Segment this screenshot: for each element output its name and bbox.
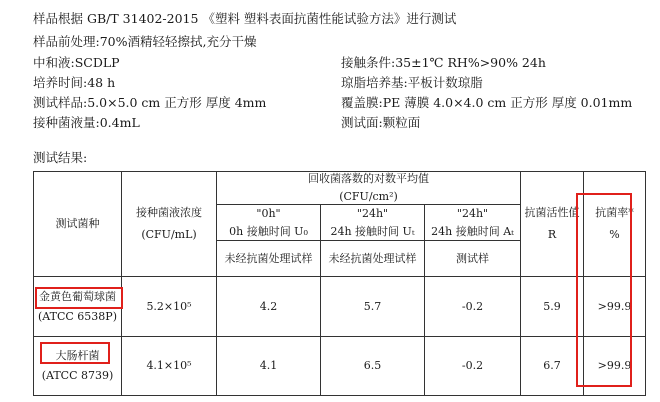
header-inoculum-label: 接种菌液浓度	[136, 206, 202, 219]
ut-value: 6.5	[321, 337, 425, 396]
header-rate	[584, 172, 646, 277]
r-value: 5.9	[521, 277, 584, 337]
at-value: -0.2	[425, 337, 521, 396]
untreated-sample-label-2: 未经抗菌处理试样	[321, 241, 425, 277]
header-activity	[521, 172, 584, 277]
strain-code: (ATCC 8739)	[41, 369, 114, 382]
inoculum-value: 5.2×10⁵	[122, 277, 217, 337]
header-rate-label: 抗菌率*	[595, 206, 634, 219]
culture-time-line: 培养时间:48 h	[33, 75, 116, 90]
header-24h-treated-desc: 24h 接触时间 Aₜ	[431, 224, 514, 238]
header-24h-treated-label: "24h"	[456, 206, 489, 220]
results-table	[33, 171, 646, 396]
header-0h-desc: 0h 接触时间 U₀	[229, 224, 308, 238]
standard-line: 样品根据 GB/T 31402-2015 《塑料 塑料表面抗菌性能试验方法》进行测试	[33, 11, 457, 26]
header-rate-unit: %	[609, 228, 620, 241]
strain-name: 大肠杆菌	[55, 349, 100, 362]
cover-film-line: 覆盖膜:PE 薄膜 4.0×4.0 cm 正方形 厚度 0.01mm	[341, 95, 633, 110]
table-row	[34, 277, 646, 337]
header-recovery-label: 回收菌落数的对数平均值	[308, 172, 430, 185]
pretreatment-line: 样品前处理:70%酒精轻轻擦拭,充分干燥	[33, 34, 257, 49]
header-24h-desc: 24h 接触时间 Uₜ	[330, 224, 415, 238]
header-inoculum-unit: (CFU/mL)	[141, 228, 197, 241]
table-row	[34, 337, 646, 396]
strain-code: (ATCC 6538P)	[38, 309, 117, 323]
header-0h	[217, 205, 321, 241]
header-strain: 测试菌种	[34, 172, 122, 277]
strain-cell	[34, 337, 122, 396]
header-activity-label: 抗菌活性值	[524, 206, 580, 219]
header-24h-treated	[425, 205, 521, 241]
strain-cell	[34, 277, 122, 337]
header-activity-symbol: R	[547, 228, 557, 241]
u0-value: 4.2	[217, 277, 321, 337]
header-24h-untreated	[321, 205, 425, 241]
header-0h-label: "0h"	[256, 206, 281, 220]
test-sample-label: 测试样	[425, 241, 521, 277]
u0-value: 4.1	[217, 337, 321, 396]
ut-value: 5.7	[321, 277, 425, 337]
sample-line: 测试样品:5.0×5.0 cm 正方形 厚度 4mm	[33, 95, 267, 110]
agar-line: 琼脂培养基:平板计数琼脂	[341, 75, 483, 90]
rate-value: >99.9	[584, 337, 646, 396]
header-24h-label: "24h"	[356, 206, 389, 220]
header-inoculum	[122, 172, 217, 277]
inoculum-value: 4.1×10⁵	[122, 337, 217, 396]
at-value: -0.2	[425, 277, 521, 337]
strain-name: 金黄色葡萄球菌	[39, 289, 116, 303]
contact-conditions-line: 接触条件:35±1℃ RH%>90% 24h	[341, 55, 546, 70]
test-surface-line: 测试面:颗粒面	[341, 115, 421, 130]
r-value: 6.7	[521, 337, 584, 396]
rate-value: >99.9	[584, 277, 646, 337]
header-recovery-unit: (CFU/cm²)	[339, 190, 398, 203]
inoculum-line: 接种菌液量:0.4mL	[33, 115, 140, 130]
header-recovery	[217, 172, 521, 205]
untreated-sample-label-1: 未经抗菌处理试样	[217, 241, 321, 277]
neutralizer-line: 中和液:SCDLP	[33, 55, 120, 70]
results-label: 测试结果:	[33, 150, 88, 165]
